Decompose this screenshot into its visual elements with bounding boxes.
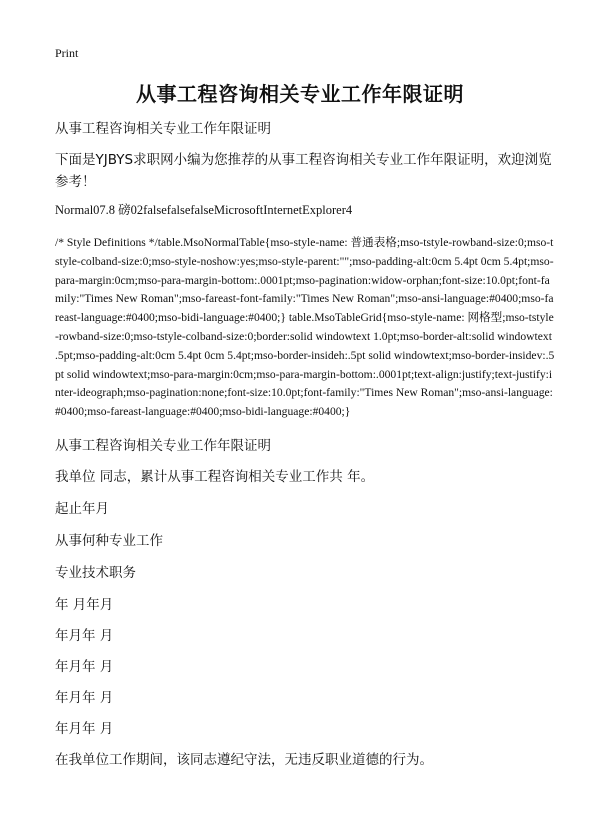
document-title: 从事工程咨询相关专业工作年限证明 [136,82,464,106]
date-row: 年月年 月 [55,659,114,675]
date-row: 年月年 月 [55,628,114,644]
field-title: 专业技术职务 [55,565,136,581]
meta-line: Normal07.8 磅02falsefalsefalseMicrosoftInternetExplorer4 [55,203,353,217]
style-definitions-text: /* Style Definitions */table.MsoNormalTable{mso-style-name: 普通表格;mso-tstyle-rowband-size:0;mso-tstyle-colband-size:0;mso-style-noshow:yes;mso-style-parent:"";mso-padding-alt:0cm 5.4pt 0cm 5.4pt;mso-para-margin:0cm;mso-para-margin-bottom:.0001pt;mso-pagination:widow-orphan;font-size:10.0pt;font-family:"Times New Roman";mso-fareast-font-family:"Times New Roman";mso-ansi-language:#0400;mso-fareast-language:#0400;mso-bidi-language:#0400;} table.MsoTableGrid{mso-style-name: 网格型;mso-tstyle-rowband-size:0;mso-tstyle-colband-size:0;border:solid windowtext 1.0pt;mso-border-alt:solid windowtext .5pt;mso-padding-alt:0cm 5.4pt 0cm 5.4pt;mso-border-insideh:.5pt solid windowtext;mso-border-insidev:.5pt solid windowtext;mso-para-margin:0cm;mso-para-margin-bottom:.0001pt;text-align:justify;text-justify:inter-ideograph;mso-pagination:none;font-size:10.0pt;font-family:"Times New Roman";mso-ansi-language:#0400;mso-fareast-language:#0400;mso-bidi-language:#0400;} [55,236,555,419]
date-row: 年月年 月 [55,690,114,706]
conduct-statement: 在我单位工作期间，该同志遵纪守法，无违反职业道德的行为。 [55,752,433,768]
field-work: 从事何种专业工作 [55,533,163,549]
statement-line: 我单位 同志，累计从事工程咨询相关专业工作共 年。 [55,469,375,485]
date-row: 年月年 月 [55,721,114,737]
field-period: 起止年月 [55,501,109,517]
body-heading: 从事工程咨询相关专业工作年限证明 [55,438,271,454]
document-subtitle: 从事工程咨询相关专业工作年限证明 [55,121,271,137]
date-row: 年 月年月 [55,597,114,613]
intro-paragraph: 下面是YJBYS求职网小编为您推荐的从事工程咨询相关专业工作年限证明，欢迎浏览参考！ [55,152,552,190]
print-label: Print [55,46,79,60]
